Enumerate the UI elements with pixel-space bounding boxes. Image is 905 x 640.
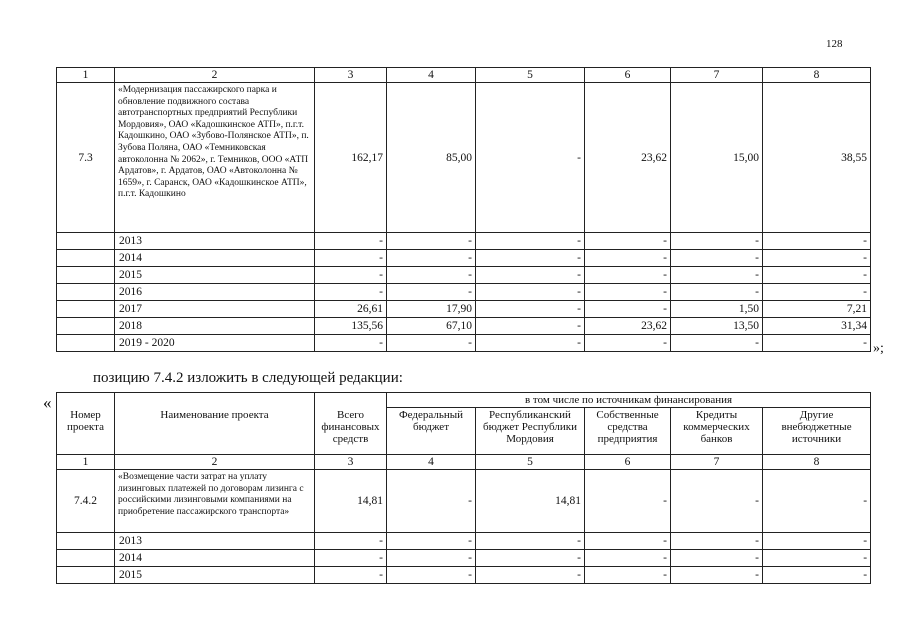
year-row xyxy=(57,533,871,550)
year-value: - xyxy=(315,233,387,250)
total-value: 162,17 xyxy=(315,83,387,233)
year-value: - xyxy=(387,284,476,301)
column-number-row xyxy=(57,68,871,83)
project-row xyxy=(57,470,871,533)
col-number-3: 3 xyxy=(315,68,387,83)
year-value: - xyxy=(315,250,387,267)
year-value: - xyxy=(585,301,671,318)
year-row xyxy=(57,233,871,250)
year-row xyxy=(57,550,871,567)
year-value: - xyxy=(387,550,476,567)
credits-value: - xyxy=(671,470,763,533)
year-row xyxy=(57,284,871,301)
year-value: - xyxy=(585,250,671,267)
total-value: 14,81 xyxy=(315,470,387,533)
year-number-cell xyxy=(57,567,115,584)
column-number-row xyxy=(57,455,871,470)
year-label: 2015 xyxy=(115,267,315,284)
col-number-8: 8 xyxy=(763,68,871,83)
col-number-7: 7 xyxy=(671,68,763,83)
year-value: - xyxy=(671,284,763,301)
year-value: 17,90 xyxy=(387,301,476,318)
year-number-cell xyxy=(57,335,115,352)
year-number-cell xyxy=(57,233,115,250)
year-value: - xyxy=(476,533,585,550)
table-7-4-2 xyxy=(56,392,871,584)
republic-value: - xyxy=(476,83,585,233)
year-row xyxy=(57,567,871,584)
federal-value: 85,00 xyxy=(387,83,476,233)
year-value: - xyxy=(476,335,585,352)
year-value: - xyxy=(315,550,387,567)
project-description: «Модернизация пассажирского парка и обновление подвижного состава автотранспортных предприятий Республики Мордовия», ОАО «Кадошкинское АТП», п.г.т. Кадошкино, ОАО «Зубово-Полянское АТП», п. Зубова Поляна, ОАО «Темниковская автоколонна № 2062», г. Темников, ООО «АТП Ардатов», г. Ардатов, ОАО «Автоколонна № 1659», г. Саранск, ОАО «Кадошкинское АТП», п.г.т. Кадошкино xyxy=(115,83,315,233)
own-value: 23,62 xyxy=(585,83,671,233)
year-value: 7,21 xyxy=(763,301,871,318)
year-value: 23,62 xyxy=(585,318,671,335)
year-value: - xyxy=(387,233,476,250)
year-value: - xyxy=(585,567,671,584)
intro-text: позицию 7.4.2 изложить в следующей редакции: xyxy=(93,370,403,386)
year-value: - xyxy=(585,267,671,284)
year-value: - xyxy=(585,533,671,550)
col-number-7: 7 xyxy=(671,455,763,470)
project-row xyxy=(57,83,871,233)
header-name: Наименование проекта xyxy=(115,393,315,455)
header-federal: Федеральный бюджет xyxy=(387,408,476,455)
year-value: - xyxy=(476,267,585,284)
year-row xyxy=(57,301,871,318)
page-number: 128 xyxy=(826,38,843,50)
col-number-1: 1 xyxy=(57,455,115,470)
year-number-cell xyxy=(57,250,115,267)
year-value: - xyxy=(585,233,671,250)
year-row xyxy=(57,318,871,335)
year-row xyxy=(57,267,871,284)
year-value: - xyxy=(585,335,671,352)
year-number-cell xyxy=(57,533,115,550)
year-label: 2013 xyxy=(115,533,315,550)
year-label: 2016 xyxy=(115,284,315,301)
year-value: - xyxy=(671,267,763,284)
year-value: - xyxy=(387,533,476,550)
header-republic: Республиканский бюджет Республики Мордовия xyxy=(476,408,585,455)
year-label: 2019 - 2020 xyxy=(115,335,315,352)
year-number-cell xyxy=(57,267,115,284)
year-value: - xyxy=(476,233,585,250)
year-value: - xyxy=(387,267,476,284)
year-value: - xyxy=(671,567,763,584)
header-credits: Кредиты коммерческих банков xyxy=(671,408,763,455)
year-value: - xyxy=(585,284,671,301)
year-value: - xyxy=(315,533,387,550)
table-7-3 xyxy=(56,67,871,352)
col-number-6: 6 xyxy=(585,68,671,83)
year-value: - xyxy=(671,233,763,250)
year-number-cell xyxy=(57,318,115,335)
col-number-6: 6 xyxy=(585,455,671,470)
year-value: 26,61 xyxy=(315,301,387,318)
year-value: - xyxy=(476,318,585,335)
year-value: - xyxy=(671,550,763,567)
col-number-5: 5 xyxy=(476,455,585,470)
other-value: - xyxy=(763,470,871,533)
year-label: 2017 xyxy=(115,301,315,318)
year-value: - xyxy=(763,250,871,267)
col-number-2: 2 xyxy=(115,455,315,470)
year-value: - xyxy=(387,250,476,267)
year-value: - xyxy=(476,250,585,267)
header-number: Номер проекта xyxy=(57,393,115,455)
year-value: - xyxy=(671,335,763,352)
year-value: - xyxy=(671,533,763,550)
year-row xyxy=(57,250,871,267)
year-value: - xyxy=(763,335,871,352)
project-number: 7.3 xyxy=(57,83,115,233)
col-number-4: 4 xyxy=(387,68,476,83)
project-description: «Возмещение части затрат на уплату лизинговых платежей по договорам лизинга с российскими лизинговыми компаниями на приобретение пассажирского транспорта» xyxy=(115,470,315,533)
year-label: 2014 xyxy=(115,550,315,567)
other-value: 38,55 xyxy=(763,83,871,233)
year-value: - xyxy=(476,567,585,584)
year-number-cell xyxy=(57,550,115,567)
header-own: Собственные средства предприятия xyxy=(585,408,671,455)
col-number-5: 5 xyxy=(476,68,585,83)
year-value: - xyxy=(476,301,585,318)
col-number-4: 4 xyxy=(387,455,476,470)
header-other: Другие внебюджетные источники xyxy=(763,408,871,455)
year-value: - xyxy=(763,284,871,301)
year-value: - xyxy=(387,335,476,352)
year-value: - xyxy=(763,550,871,567)
own-value: - xyxy=(585,470,671,533)
group-header-row xyxy=(57,393,871,408)
closing-quote: »; xyxy=(873,341,884,356)
project-number: 7.4.2 xyxy=(57,470,115,533)
year-value: - xyxy=(476,284,585,301)
credits-value: 15,00 xyxy=(671,83,763,233)
year-label: 2013 xyxy=(115,233,315,250)
year-value: - xyxy=(763,267,871,284)
year-value: - xyxy=(585,550,671,567)
year-value: - xyxy=(315,335,387,352)
year-value: - xyxy=(387,567,476,584)
year-number-cell xyxy=(57,284,115,301)
year-value: - xyxy=(315,267,387,284)
col-number-2: 2 xyxy=(115,68,315,83)
year-value: 1,50 xyxy=(671,301,763,318)
year-value: - xyxy=(671,250,763,267)
opening-quote: « xyxy=(43,393,52,412)
year-label: 2018 xyxy=(115,318,315,335)
year-value: - xyxy=(763,533,871,550)
year-value: 67,10 xyxy=(387,318,476,335)
year-value: - xyxy=(763,567,871,584)
year-value: 13,50 xyxy=(671,318,763,335)
year-value: - xyxy=(763,233,871,250)
year-value: 31,34 xyxy=(763,318,871,335)
year-value: 135,56 xyxy=(315,318,387,335)
year-number-cell xyxy=(57,301,115,318)
col-number-1: 1 xyxy=(57,68,115,83)
year-row xyxy=(57,335,871,352)
header-group-sources: в том числе по источникам финансирования xyxy=(387,393,871,408)
year-value: - xyxy=(476,550,585,567)
year-label: 2014 xyxy=(115,250,315,267)
federal-value: - xyxy=(387,470,476,533)
republic-value: 14,81 xyxy=(476,470,585,533)
header-total: Всего финансовых средств xyxy=(315,393,387,455)
year-value: - xyxy=(315,567,387,584)
col-number-3: 3 xyxy=(315,455,387,470)
col-number-8: 8 xyxy=(763,455,871,470)
year-label: 2015 xyxy=(115,567,315,584)
year-value: - xyxy=(315,284,387,301)
